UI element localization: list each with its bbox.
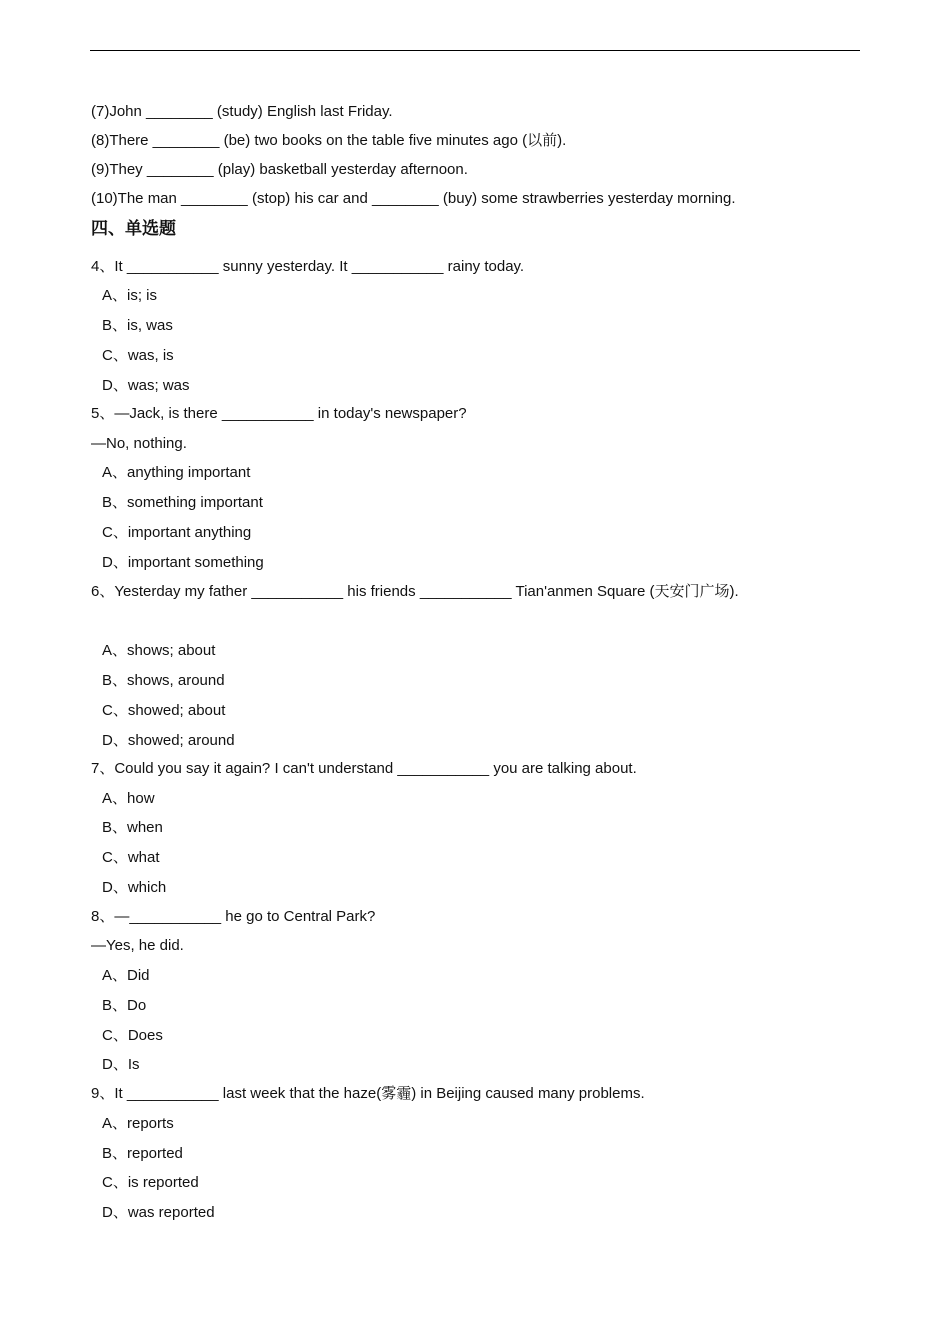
question-5-option-c: C、important anything <box>102 524 252 541</box>
question-7-stem: 7、Could you say it again? I can't understand ___________ you are talking about. <box>91 760 637 777</box>
question-8-stem: 8、—___________ he go to Central Park? <box>91 908 376 925</box>
question-5-stem: 5、—Jack, is there ___________ in today's newspaper? <box>91 405 467 422</box>
question-5-option-d: D、important something <box>102 554 264 571</box>
question-8-option-c: C、Does <box>102 1027 163 1044</box>
question-6-option-c: C、showed; about <box>102 702 226 719</box>
section-heading: 四、单选题 <box>91 219 176 239</box>
question-7-option-c: C、what <box>102 849 160 866</box>
question-5-option-b: B、something important <box>102 494 263 511</box>
question-4-stem: 4、It ___________ sunny yesterday. It ___________ rainy today. <box>91 258 525 275</box>
question-5-response: —No, nothing. <box>91 435 187 452</box>
question-5-option-a: A、anything important <box>102 464 251 481</box>
question-6-option-d: D、showed; around <box>102 732 235 749</box>
question-8-option-b: B、Do <box>102 997 147 1014</box>
question-7-option-b: B、when <box>102 819 163 836</box>
question-9-option-d: D、was reported <box>102 1204 215 1221</box>
fill-in-item-9: (9)They ________ (play) basketball yesterday afternoon. <box>91 161 468 178</box>
question-4-option-d: D、was; was <box>102 377 190 394</box>
question-8-option-d: D、Is <box>102 1056 140 1073</box>
question-8-option-a: A、Did <box>102 967 150 984</box>
fill-in-item-8: (8)There ________ (be) two books on the table five minutes ago (以前). <box>91 132 567 149</box>
question-8-response: —Yes, he did. <box>91 937 184 954</box>
question-6-stem: 6、Yesterday my father ___________ his friends ___________ Tian'anmen Square (天安门广场). <box>91 583 739 600</box>
question-9-option-c: C、is reported <box>102 1174 199 1191</box>
fill-in-item-7: (7)John ________ (study) English last Friday. <box>91 103 393 120</box>
fill-in-item-10: (10)The man ________ (stop) his car and ________ (buy) some strawberries yesterday morning. <box>91 190 736 207</box>
question-7-option-a: A、how <box>102 790 155 807</box>
header-rule <box>90 50 860 51</box>
question-7-option-d: D、which <box>102 879 167 896</box>
question-4-option-a: A、is; is <box>102 287 158 304</box>
question-9-option-a: A、reports <box>102 1115 174 1132</box>
question-6-option-a: A、shows; about <box>102 642 216 659</box>
question-9-stem: 9、It ___________ last week that the haze(雾霾) in Beijing caused many problems. <box>91 1085 645 1102</box>
question-9-option-b: B、reported <box>102 1145 183 1162</box>
question-4-option-b: B、is, was <box>102 317 173 334</box>
question-4-option-c: C、was, is <box>102 347 174 364</box>
question-6-option-b: B、shows, around <box>102 672 225 689</box>
